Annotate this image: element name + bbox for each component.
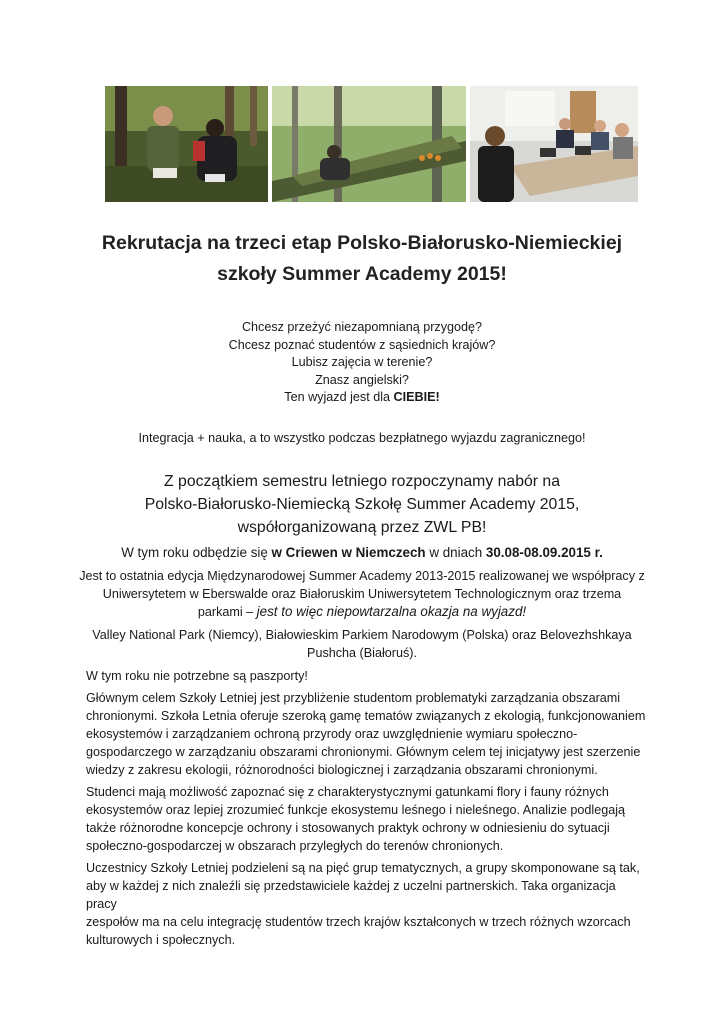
trip-line: Ten wyjazd jest dla CIEBIE! [284, 390, 440, 404]
question-2: Chcesz poznać studentów z sąsiednich krajów? [228, 337, 496, 352]
title-line-1: Rekrutacja na trzeci etap Polsko-Białorusko-Niemieckiej [101, 232, 623, 254]
edition-info [40, 567, 684, 621]
announcement [40, 470, 684, 539]
questions-block [40, 319, 684, 407]
event-dates: 30.08-08.09.2015 r. [485, 545, 603, 560]
parks-line-2: Pushcha (Białoruś). [307, 646, 417, 660]
photo-classroom [470, 86, 638, 202]
question-4: Znasz angielski? [315, 372, 409, 387]
photo-strip [105, 86, 638, 202]
edition-line-1: Jest to ostatnia edycja Międzynarodowej Summer Academy 2013-2015 realizowanej we współpracy z [79, 569, 645, 583]
paragraph-groups: Uczestnicy Szkoły Letniej podzieleni są na pięć grup tematycznych, a grupy skomponowane są tak, aby w każdej z nich znaleźli się przedstawiciele każdej z uczelni partnerskich. Taka organizacja pracy zespołów ma na celu integrację studentów trzech krajów kształconych w trzech różnych wzorcach kulturowych i społecznych. [86, 861, 640, 947]
integration-line: Integracja + nauka, a to wszystko podczas bezpłatnego wyjazdu zagranicznego! [138, 431, 586, 445]
edition-line-2: Uniwersytetem w Eberswalde oraz Białoruskim Uniwersytetem Technologicznym oraz trzema [102, 587, 622, 601]
photo-fallen-log [272, 86, 466, 202]
edition-emphasis: jest to więc niepowtarzalna okazja na wyjazd! [256, 604, 527, 619]
question-3: Lubisz zajęcia w terenie? [291, 355, 433, 369]
title-line-2: szkoły Summer Academy 2015! [217, 263, 507, 285]
paragraph-goals: Głównym celem Szkoły Letniej jest przybliżenie studentom problematyki zarządzania obszarami chronionymi. Szkoła Letnia oferuje szeroką gamę tematów związanych z ekologią, funkcjonowaniem ekosystemów i zarządzaniem ochroną przyrody oraz uwzględnienie wymiaru społeczno- gospodarczego w zarządzaniu obszarami chronionymi. Głównym celem tej inicjatywy jest szerzenie wiedzy z zakresu ekologii, różnorodności biologicznej i zarządzania obszarami chronionymi. [86, 691, 646, 777]
edition-line-3: parkami – jest to więc niepowtarzalna okazja na wyjazd! [197, 604, 527, 619]
parks-info [40, 626, 684, 662]
passports-note: W tym roku nie potrzebne są paszporty! [86, 669, 308, 683]
parks-line-1: Valley National Park (Niemcy), Białowieskim Parkiem Narodowym (Polska) oraz Belovezhshkaya [92, 628, 632, 642]
announcement-line-1: Z początkiem semestru letniego rozpoczynamy nabór na [164, 473, 560, 490]
announcement-line-2: Polsko-Białorusko-Niemiecką Szkołę Summer Academy 2015, [144, 496, 580, 513]
photo-forest-students [105, 86, 268, 202]
trip-line-emphasis: CIEBIE! [393, 390, 440, 404]
paragraph-ecosystems: Studenci mają możliwość zapoznać się z charakterystycznymi gatunkami flory i fauny różnych ekosystemów oraz lepiej zrozumieć funkcje ekosystemu leśnego i nieleśnego. Analizie podlegają także różnorodne koncepcje ochrony i stosowanych praktyk ochrony w odniesieniu do sytuacji społeczno-gospodarczej w obszarach przyległych do terenów chronionych. [86, 785, 626, 853]
page-title [60, 228, 664, 290]
announcement-line-3: współorganizowaną przez ZWL PB! [237, 519, 487, 536]
dates-line: W tym roku odbędzie się w Criewen w Niemczech w dniach 30.08-08.09.2015 r. [121, 545, 603, 560]
location: w Criewen w Niemczech [271, 545, 426, 560]
question-1: Chcesz przeżyć niezapomnianą przygodę? [241, 320, 483, 334]
